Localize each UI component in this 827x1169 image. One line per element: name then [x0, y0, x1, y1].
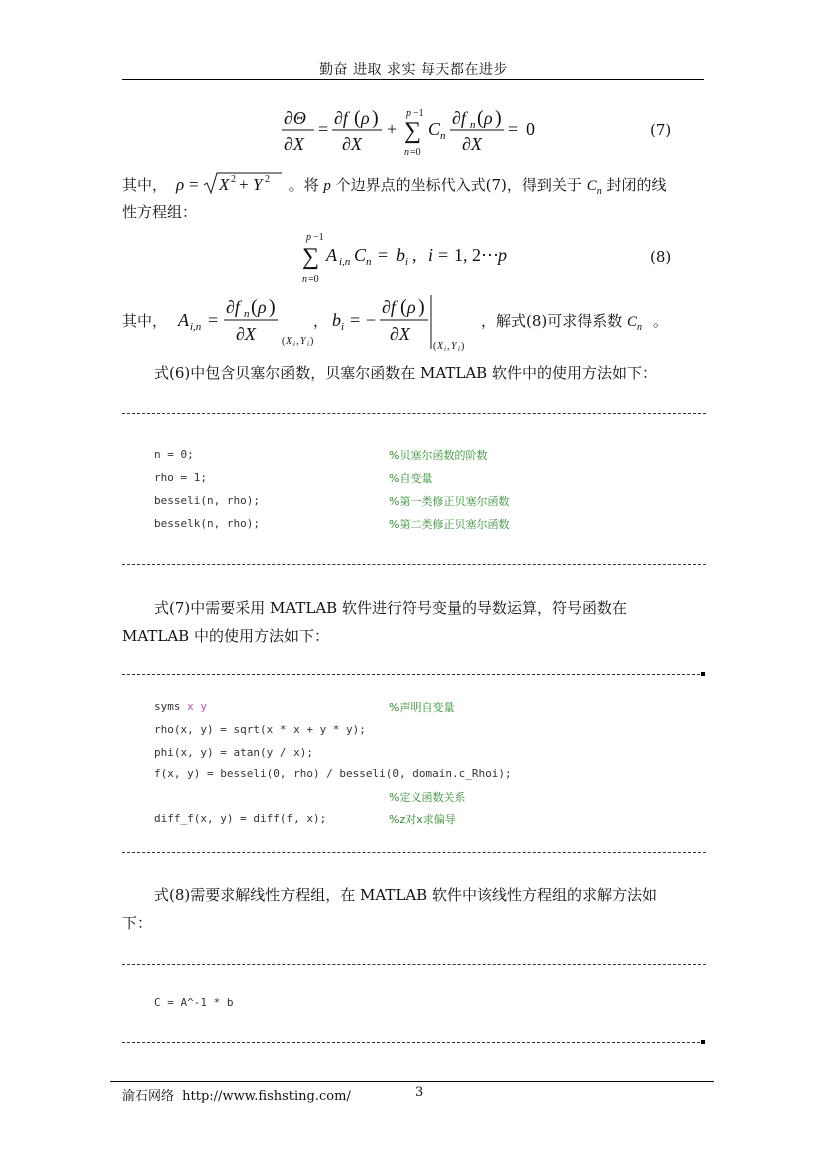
svg-text:=: = — [438, 245, 449, 265]
svg-text:i: i — [405, 256, 409, 268]
svg-text:b: b — [396, 245, 405, 265]
svg-text:(: ( — [354, 107, 361, 129]
svg-text:∂X: ∂X — [284, 134, 304, 154]
svg-text:i: i — [428, 245, 434, 265]
code-block-1-bottom-rule — [122, 564, 706, 565]
svg-text:n: n — [366, 256, 372, 268]
svg-text:−: − — [366, 310, 377, 330]
paragraph-3: 式(6)中包含贝塞尔函数，贝塞尔函数在 MATLAB 软件中的使用方法如下： — [154, 364, 657, 382]
paragraph-1 — [122, 171, 667, 203]
svg-text:i,n: i,n — [339, 256, 351, 268]
code-2-comment-1: %声明自变量 — [389, 701, 455, 714]
svg-text:A: A — [326, 245, 337, 265]
svg-text:ρ: ρ — [407, 297, 416, 317]
svg-text:): ) — [461, 341, 465, 352]
code-2-line-2: rho(x, y) = sqrt(x * x + y * y); — [154, 723, 366, 736]
code-block-3-bottom-marker — [701, 1040, 705, 1044]
p1-p: p — [323, 178, 331, 194]
footer-rule — [110, 1081, 714, 1082]
code-block-3-top-rule — [122, 964, 706, 965]
p2-prefix: 其中， — [122, 312, 168, 330]
svg-text:): ) — [418, 296, 425, 318]
footer-org: 渝石网络 — [122, 1089, 175, 1104]
page-header: 勤奋 进取 求实 每天都在进步 — [319, 62, 508, 78]
page-number: 3 — [415, 1085, 424, 1100]
svg-text:=: = — [318, 119, 329, 139]
p1-middle: 。将 — [288, 176, 319, 194]
paragraph-4-line-2: MATLAB 中的使用方法如下： — [122, 627, 329, 645]
svg-text:ρ: ρ — [175, 175, 184, 194]
svg-text:(: ( — [433, 341, 437, 352]
svg-text:i: i — [444, 345, 446, 353]
rho-definition — [172, 171, 284, 197]
paragraph-4-line-1: 式(7)中需要采用 MATLAB 软件进行符号变量的导数运算，符号函数在 — [154, 599, 627, 617]
svg-text:=: = — [208, 310, 219, 330]
svg-text:n: n — [244, 308, 250, 320]
coefficient-b-formula — [330, 289, 475, 355]
p1-cn-sub: n — [596, 186, 602, 197]
svg-text:ρ: ρ — [484, 108, 493, 128]
p2-end: 。 — [652, 312, 668, 330]
svg-text:∑: ∑ — [404, 118, 422, 144]
svg-text:1, 2⋯: 1, 2⋯ — [454, 245, 499, 265]
p1-end: 封闭的线 — [606, 176, 667, 194]
svg-text:=: = — [350, 310, 361, 330]
svg-text:C: C — [354, 245, 367, 265]
svg-text:∂X: ∂X — [342, 134, 362, 154]
svg-text:b: b — [332, 310, 341, 330]
p2-suffix: ，解式(8)可求得系数 — [481, 312, 623, 330]
svg-text:(: ( — [251, 296, 258, 318]
svg-text:(: ( — [282, 336, 286, 347]
code-block-2-top-rule — [122, 674, 700, 675]
code-1-line-3: besseli(n, rho); — [154, 494, 260, 507]
svg-text:=: = — [508, 119, 519, 139]
svg-text:i: i — [307, 340, 309, 348]
svg-text:i: i — [293, 340, 295, 348]
p2-cn: C — [627, 314, 638, 330]
svg-text:X: X — [286, 336, 293, 347]
svg-text:n: n — [470, 119, 476, 131]
equation-8-number: (8) — [650, 248, 672, 266]
p1-prefix: 其中， — [122, 176, 168, 194]
svg-text:Y: Y — [300, 336, 306, 347]
code-block-1-top-rule — [122, 413, 706, 414]
code-block-3-bottom-rule — [122, 1042, 700, 1043]
syms-keyword: syms — [154, 700, 181, 713]
svg-text:,: , — [447, 341, 450, 352]
p2-suffix-line — [481, 310, 668, 339]
svg-text:0: 0 — [526, 119, 535, 139]
footer-url[interactable]: http://www.fishsting.com/ — [182, 1089, 351, 1104]
svg-text:C: C — [428, 119, 441, 139]
code-1-line-4: besselk(n, rho); — [154, 517, 260, 530]
svg-text:i,n: i,n — [190, 321, 202, 333]
equation-8 — [298, 228, 518, 286]
svg-text:): ) — [495, 107, 502, 129]
svg-text:p: p — [306, 232, 311, 243]
svg-text:2: 2 — [264, 174, 270, 185]
code-2-line-3: phi(x, y) = atan(y / x); — [154, 746, 313, 759]
code-1-line-2: rho = 1; — [154, 471, 207, 484]
code-block-2-top-marker — [701, 672, 705, 676]
code-1-line-1: n = 0; — [154, 448, 194, 461]
code-2-comment-4: %定义函数关系 — [389, 791, 466, 804]
code-1-comment-1: %贝塞尔函数的阶数 — [389, 449, 488, 462]
svg-text:p: p — [498, 245, 507, 265]
code-1-comment-4: %第二类修正贝塞尔函数 — [389, 518, 510, 531]
svg-text:): ) — [310, 336, 314, 347]
svg-text:=0: =0 — [308, 274, 319, 285]
page-footer — [122, 1085, 351, 1104]
svg-text:∂X: ∂X — [390, 324, 410, 344]
svg-text:−1: −1 — [313, 232, 324, 243]
svg-text:X: X — [218, 175, 230, 194]
svg-text:n: n — [404, 147, 409, 158]
svg-text:2: 2 — [230, 174, 236, 185]
svg-text:∂f: ∂f — [226, 297, 240, 317]
p2-separator: ， — [313, 312, 329, 330]
svg-text:=: = — [378, 245, 389, 265]
svg-text:,: , — [412, 245, 417, 265]
code-1-comment-2: %自变量 — [389, 472, 433, 485]
svg-text:i: i — [458, 345, 460, 353]
svg-text:(: ( — [477, 107, 484, 129]
code-2-line-5: diff_f(x, y) = diff(f, x); — [154, 812, 327, 825]
p1-rest: 个边界点的坐标代入式(7)，得到关于 — [335, 176, 582, 194]
svg-text:X: X — [437, 341, 444, 352]
svg-text:∑: ∑ — [302, 244, 320, 270]
svg-text:A: A — [178, 310, 189, 330]
svg-text:ρ: ρ — [258, 297, 267, 317]
svg-text:∂f: ∂f — [452, 108, 466, 128]
paragraph-1-line-2: 性方程组： — [122, 203, 198, 221]
code-1-comment-3: %第一类修正贝塞尔函数 — [389, 495, 510, 508]
svg-text:n: n — [302, 274, 307, 285]
header-rule — [122, 79, 704, 80]
p2-cn-sub: n — [637, 322, 643, 333]
p1-cn: C — [586, 178, 597, 194]
code-3-line-1: C = A^-1 * b — [154, 996, 234, 1009]
svg-text:Y: Y — [252, 175, 263, 194]
equation-7 — [280, 100, 550, 158]
syms-variables: x y — [187, 700, 207, 713]
svg-text:,: , — [296, 336, 299, 347]
equation-7-number: (7) — [650, 121, 672, 139]
svg-text:+: + — [387, 119, 398, 139]
svg-text:∂X: ∂X — [236, 324, 256, 344]
svg-text:p: p — [406, 108, 411, 119]
svg-text:=: = — [188, 175, 199, 194]
paragraph-5-line-2: 下： — [122, 914, 153, 932]
svg-text:(: ( — [400, 296, 407, 318]
svg-text:): ) — [372, 107, 379, 129]
svg-text:i: i — [341, 321, 345, 333]
svg-text:Y: Y — [451, 341, 457, 352]
svg-text:∂f: ∂f — [334, 108, 348, 128]
code-2-line-4: f(x, y) = besseli(0, rho) / besseli(0, domain.c_Rhoi); — [154, 767, 512, 780]
svg-text:+: + — [238, 175, 249, 194]
code-2-syms-line — [154, 700, 207, 713]
svg-text:∂Θ: ∂Θ — [284, 108, 306, 128]
svg-text:∂f: ∂f — [382, 297, 396, 317]
code-2-comment-5: %z对x求偏导 — [389, 813, 456, 826]
svg-text:ρ: ρ — [361, 108, 370, 128]
svg-text:n: n — [440, 130, 446, 142]
coefficient-a-formula — [176, 289, 329, 351]
code-block-2-bottom-rule — [122, 852, 706, 853]
svg-text:): ) — [269, 296, 276, 318]
svg-text:−1: −1 — [413, 108, 424, 119]
svg-text:=0: =0 — [410, 147, 421, 158]
svg-text:∂X: ∂X — [462, 134, 482, 154]
paragraph-5-line-1: 式(8)需要求解线性方程组，在 MATLAB 软件中该线性方程组的求解方法如 — [154, 886, 657, 904]
